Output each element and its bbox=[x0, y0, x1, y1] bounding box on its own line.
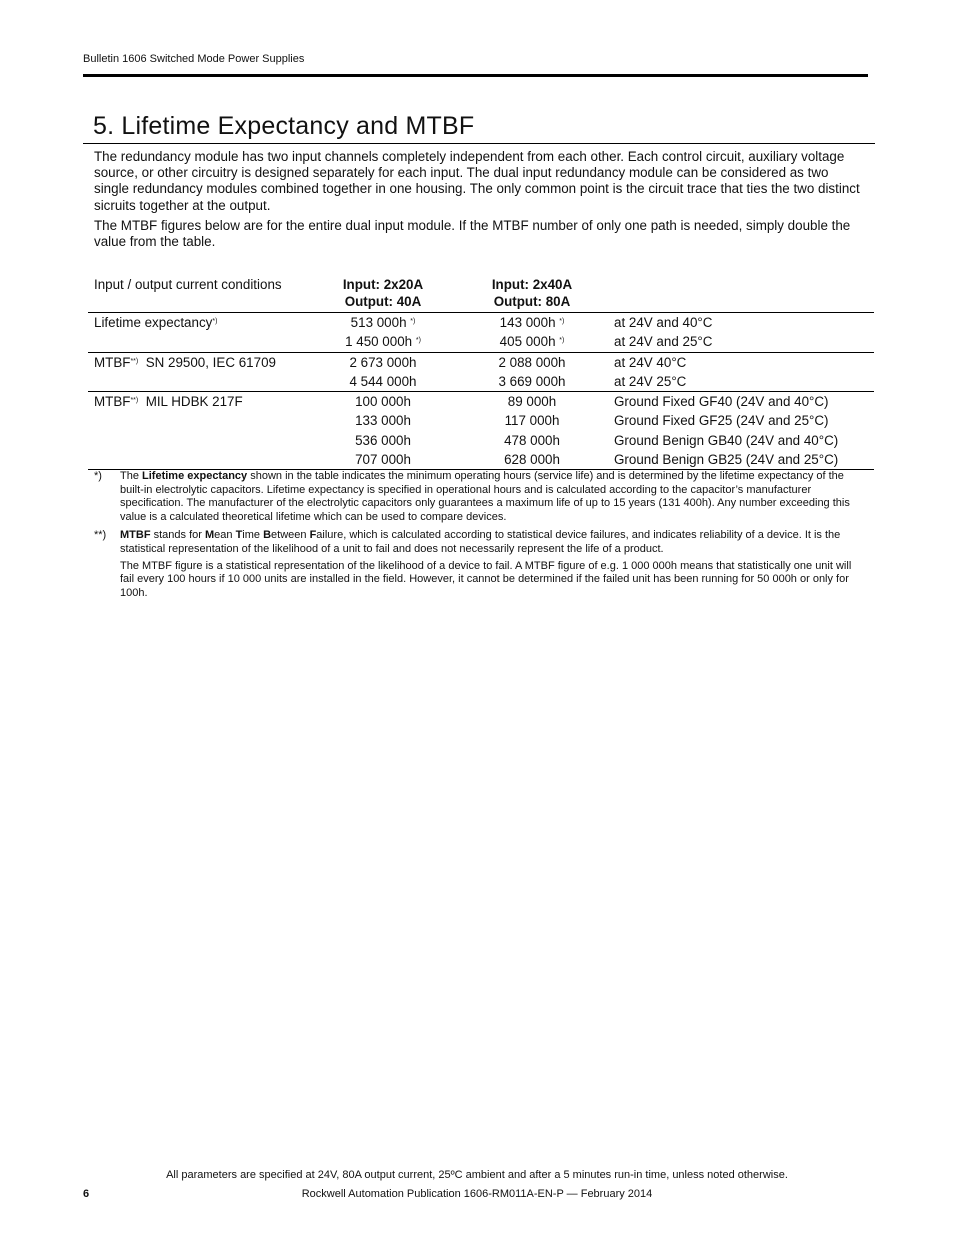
value-2x40a: 2 088 000h bbox=[450, 352, 608, 372]
footnotes bbox=[94, 470, 864, 605]
value-2x40a: 117 000h bbox=[504, 413, 560, 429]
footnote-mtbf bbox=[94, 529, 864, 603]
value-2x20a: 2 673 000h bbox=[310, 352, 450, 372]
row-label-standard: SN 29500, IEC 61709 bbox=[145, 354, 276, 370]
row-label-text: MTBF bbox=[94, 394, 131, 410]
condition: Ground Fixed GF25 (24V and 25°C) bbox=[614, 413, 829, 429]
note-bold: M bbox=[204, 529, 215, 542]
row-label bbox=[88, 313, 310, 333]
footnote-ref: **) bbox=[130, 357, 139, 365]
note-text: shown in the table indicates the minimum operating hours (service life) and is determined by the lifetime expectancy of the built-in electrolytic capacitors. Lifetime expectancy is specified in operational hours and is calculated according to the capacitor’s manufacturer specification. The manufacturer of the electrolytic capacitors only guarantees a maximum life of up to 15 years (131 400h). Any number exceeding this value is a calculated theoretical lifetime which can be used to compare devices. bbox=[120, 470, 850, 523]
value-2x40a: 3 669 000h bbox=[498, 373, 566, 389]
page-number: 6 bbox=[83, 1188, 90, 1200]
footnote-text bbox=[120, 470, 864, 527]
note-paragraph: The MTBF figure is a statistical representation of the likelihood of a device to fail. A MTBF figure of e.g. 1 000 000h means that statistically one unit will fail every 100 hours if 10 000 units are installed in the field. However, it cannot be determined if the failed unit has been running for 50 000h or only for 100h. bbox=[120, 559, 852, 599]
condition: at 24V and 40°C bbox=[608, 313, 874, 333]
table-row bbox=[88, 450, 874, 470]
condition: at 24V 25°C bbox=[614, 373, 687, 389]
table-header-row bbox=[88, 276, 874, 313]
value-text: 143 000h bbox=[499, 315, 556, 330]
table-row bbox=[88, 332, 874, 352]
footnote-ref: *) bbox=[559, 337, 565, 345]
table-row bbox=[88, 352, 874, 372]
section-title: 5. Lifetime Expectancy and MTBF bbox=[93, 112, 475, 140]
note-bold: MTBF bbox=[120, 529, 151, 542]
table-row bbox=[88, 313, 874, 333]
value-2x40a bbox=[450, 313, 608, 333]
value-2x40a bbox=[450, 332, 608, 352]
note-text: ailure, which is calculated according to statistical device failures, and indicates reliability of a device. It is the statistical representation of the likelihood of a unit to fail and does not necessarily represent the life of a product. bbox=[120, 529, 841, 555]
note-bold: T bbox=[235, 529, 243, 542]
table-row bbox=[88, 372, 874, 392]
note-bold: B bbox=[263, 529, 272, 542]
intro-paragraph: The redundancy module has two input channels completely independent from each other. Each control circuit, auxiliary voltage source, or other circuitry is designed separately for each input. The dual input redundancy module can be considered as two single redundancy modules combined together in one housing. The only common point is the circuit trace that ties the two distinct sicruits together at the output. bbox=[94, 149, 860, 213]
value-2x20a: 536 000h bbox=[355, 432, 411, 448]
condition: at 24V 40°C bbox=[608, 352, 874, 372]
footnote-ref: *) bbox=[559, 318, 565, 325]
value-text: 513 000h bbox=[350, 315, 407, 330]
col-header-2x40a bbox=[450, 276, 608, 313]
value-2x40a: 628 000h bbox=[450, 450, 608, 470]
note-text: The bbox=[120, 470, 143, 482]
value-text: 405 000h bbox=[499, 334, 556, 350]
note-text: stands for bbox=[150, 529, 205, 542]
footnote-ref: *) bbox=[212, 318, 218, 325]
note-text: etween bbox=[271, 529, 310, 542]
row-label-text: MTBF bbox=[94, 354, 131, 370]
value-2x20a bbox=[310, 332, 450, 352]
col-header-conditions: Input / output current conditions bbox=[94, 277, 282, 292]
value-text: 1 450 000h bbox=[345, 334, 413, 350]
col-header-blank bbox=[608, 276, 874, 313]
row-label bbox=[88, 352, 310, 372]
row-label bbox=[88, 392, 310, 412]
row-label bbox=[88, 372, 310, 392]
value-2x20a: 4 544 000h bbox=[349, 373, 417, 389]
table-row bbox=[88, 431, 874, 450]
condition: Ground Benign GB25 (24V and 25°C) bbox=[608, 450, 874, 470]
value-2x20a: 133 000h bbox=[355, 413, 411, 429]
footnote-ref: *) bbox=[410, 318, 416, 325]
note-bold: Lifetime expectancy bbox=[142, 470, 248, 482]
footnote-mark: *) bbox=[94, 470, 102, 482]
table-row bbox=[88, 411, 874, 430]
col-header-2x20a bbox=[310, 276, 450, 313]
note-bold: F bbox=[309, 529, 317, 542]
publication-info: Rockwell Automation Publication 1606-RM011A-EN-P — February 2014 bbox=[301, 1188, 653, 1200]
table-row bbox=[88, 392, 874, 412]
col-header-2x40a-input: Input: 2x40A bbox=[491, 277, 573, 292]
col-header-2x20a-output: Output: 40A bbox=[344, 294, 422, 309]
running-header: Bulletin 1606 Switched Mode Power Supplies bbox=[83, 53, 305, 65]
footnote-lifetime bbox=[94, 470, 864, 527]
note-text: ean bbox=[214, 529, 236, 542]
row-label bbox=[88, 450, 310, 470]
row-label bbox=[88, 411, 310, 430]
value-2x40a: 478 000h bbox=[504, 432, 560, 448]
value-2x20a bbox=[310, 313, 450, 333]
footnote-text bbox=[120, 529, 864, 603]
title-rule bbox=[83, 143, 875, 144]
footnote-mark: **) bbox=[94, 529, 107, 542]
row-label-text: Lifetime expectancy bbox=[94, 315, 213, 330]
value-2x20a: 707 000h bbox=[310, 450, 450, 470]
row-label bbox=[88, 332, 310, 352]
col-header-2x40a-output: Output: 80A bbox=[493, 294, 571, 309]
condition: Ground Benign GB40 (24V and 40°C) bbox=[614, 432, 839, 448]
condition: at 24V and 25°C bbox=[614, 334, 713, 350]
condition: Ground Fixed GF40 (24V and 40°C) bbox=[608, 392, 874, 412]
row-label bbox=[88, 431, 310, 450]
header-rule bbox=[83, 74, 868, 77]
value-2x20a: 100 000h bbox=[310, 392, 450, 412]
row-label-standard: MIL HDBK 217F bbox=[145, 394, 243, 410]
mtbf-table bbox=[88, 276, 874, 470]
value-2x40a: 89 000h bbox=[450, 392, 608, 412]
note-text: ime bbox=[242, 529, 264, 542]
footnote-ref: **) bbox=[130, 397, 139, 405]
footnote-ref: *) bbox=[415, 337, 421, 345]
col-header-2x20a-input: Input: 2x20A bbox=[342, 277, 424, 292]
footer-note: All parameters are specified at 24V, 80A output current, 25ºC ambient and after a 5 minutes run-in time, unless noted otherwise. bbox=[166, 1169, 788, 1181]
mtbf-paragraph: The MTBF figures below are for the entire dual input module. If the MTBF number of only one path is needed, simply double the value from the table. bbox=[94, 218, 851, 250]
